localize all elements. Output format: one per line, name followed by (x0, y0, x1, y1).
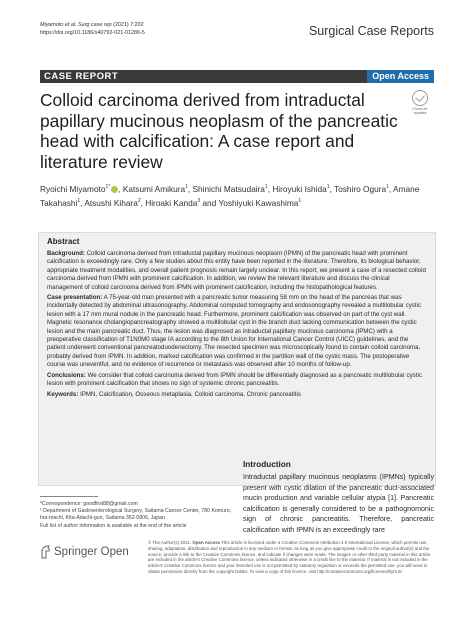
author-affiliation: 1 (77, 198, 81, 205)
keywords-label: Keywords: (47, 390, 79, 398)
keywords-text: IPMN, Calcification, Osseous metaplasia, Colloid carcinoma, Chronic pancreatitis (80, 390, 301, 398)
license-open-access-label: Open Access (192, 540, 221, 545)
citation-header (40, 22, 145, 37)
footnotes (40, 501, 235, 530)
open-access-badge: Open Access (367, 70, 434, 83)
correspondence-note: *Correspondence: goodfirst88@gmail.com (40, 501, 138, 507)
orcid-icon[interactable] (111, 186, 118, 193)
abstract-box (38, 232, 436, 486)
license-copyright: © The Author(s) 2021. (148, 540, 192, 545)
article-type-band (40, 70, 434, 83)
publisher-logo-text: Springer Open (54, 546, 129, 558)
author-name[interactable]: Shinichi Matsudaira (192, 183, 265, 194)
author-name[interactable]: Amane Takahashi (40, 183, 420, 209)
footnote-divider (40, 496, 98, 497)
author-affiliation: 3 (197, 198, 201, 205)
abstract-keywords (47, 391, 427, 399)
abstract-conclusions (47, 372, 427, 389)
journal-name: Surgical Case Reports (308, 24, 434, 38)
abstract-case-presentation (47, 294, 427, 370)
check-for-updates-button[interactable] (406, 90, 434, 115)
author-name[interactable]: Katsumi Amikura (122, 183, 186, 194)
author-affiliation: 1 (326, 184, 330, 190)
author-affiliation: 1 (185, 184, 188, 190)
author-affiliation: 1 (298, 198, 302, 205)
check-updates-label: Check for updates (412, 107, 428, 115)
author-info-note: Full list of author information is available at the end of the article (40, 522, 187, 529)
author-name[interactable]: Hiroaki Kanda (145, 198, 198, 209)
abstract-background (47, 250, 427, 292)
author-affiliation: 1* (105, 184, 111, 190)
case-presentation-text: A 75-year-old man presented with a pancreatic tumor measuring 58 mm on the head of the pancreas that was incidentally detected by abdominal ultrasonography. Abdominal computed tomography and endosonography revealed a multilobular cystic lesion with a 17 mm mural nodule in the pancreatic head. Furthermore, prominent calcification was observed on part of the cyst wall. Magnetic resonance cholangiopancreatography showed a multilobular cyst in the branch duct lacking communication between the cystic lesion and the main pancreatic duct. Thus, the lesion was diagnosed as intraductal papillary mucinous carcinoma (IPMC) with a preoperative classification of T1N0M0 stage IA according to the 8th Union for International Cancer Control (UICC) guidelines, and the patient underwent conventional pancreatoduodenectomy. The resected specimen was microscopically found to contain colloid carcinoma, probably derived from IPMN. In addition, marked calcification was confirmed in the partition wall of the cystic mass. The postoperative course was uneventful, and no evidence of recurrence or metastasis was observed after 10 months of follow-up. (47, 294, 422, 369)
author-name[interactable]: Atsushi Kihara (84, 198, 138, 209)
license-text-block (148, 540, 436, 575)
author-name[interactable]: Hiroyuki Ishida (272, 183, 327, 194)
affiliation-note: ¹ Department of Gastroenterological Surgery, Saitama Cancer Center, 780 Komuro, Ina-machi, Kita-Adachi-gun, Saitama 362-0806, Japan (40, 508, 232, 522)
author-name[interactable]: Ryoichi Miyamoto (40, 183, 106, 194)
case-presentation-label: Case presentation: (47, 294, 103, 302)
introduction-heading: Introduction (243, 460, 291, 469)
citation-year: (2021) 7:202 (113, 22, 144, 28)
article-type-label: CASE REPORT (44, 71, 119, 82)
article-title: Colloid carcinoma derived from intraductal papillary mucinous neoplasm of the pancreatic head with calcification: A case report and literature review (40, 90, 398, 172)
citation-authors: Miyamoto et al. Surg case rep (40, 22, 112, 28)
author-list: Ryoichi Miyamoto$^{1*}$ , Katsumi Amikura$^1$, Shinichi Matsudaira$^1$, Hiroyuki Ishida$^1$, Toshiro Ogura$^1$, Amane Takahashi$^1$, Atsushi Kihara$^2$, Hiroaki Kanda$^3$ and Yoshiyuki Kawashima$^1$ (40, 183, 420, 209)
author-affiliation: 1 (264, 184, 268, 190)
conclusions-text: We consider that colloid carcinoma derived from IPMN should be differentially diagnosed as a pancreatic multilobular cystic lesion with prominent calcification that shows no sign of systemic chronic pancreatitis. (47, 371, 422, 388)
conclusions-label: Conclusions: (47, 371, 86, 379)
author-name[interactable]: Toshiro Ogura (333, 183, 387, 194)
license-body: This article is licensed under a Creative Commons Attribution 4.0 International License, which permits use, sharing, adaptation, distribution and reproduction in any medium or format, as long as you give appropriate credit to the original author(s) and the source, provide a link to the Creative Commons licence, and indicate if changes were made. The images or other third party material in this article are included in the article's Creative Commons licence, unless indicated otherwise in a credit line to the material. If material is not included in the article's Creative Commons licence and your intended use is not permitted by statutory regulation or exceeds the permitted use, you will need to obtain permission directly from the copyright holder. To view a copy of this licence, visit http://creativecommons.org/licenses/by/4.0/. (148, 540, 431, 574)
springer-horse-icon (40, 545, 51, 559)
author-affiliation: 2 (137, 198, 141, 205)
doi-link[interactable]: https://doi.org/10.1186/s40792-021-01286-5 (40, 29, 145, 36)
author-affiliation: 1 (386, 184, 389, 190)
check-updates-icon (412, 90, 428, 106)
abstract-heading: Abstract (47, 237, 80, 246)
background-label: Background: (47, 250, 85, 257)
introduction-text: Intraductal papillary mucinous neoplasms (IPMNs) typically present with cystic dilation of the pancreatic duct-associated mucin production and variable cellular atypia [1]. Pancreatic calcification is generally considered to be a pathognomonic sign of chronic pancreatitis. Therefore, pancreatic calcification with IPMN is an exceedingly rare (243, 473, 434, 534)
background-text: Colloid carcinoma derived from intraductal papillary mucinous neoplasm (IPMN) of the pancreatic head with prominent calcification is exceedingly rare. Only a few studies about this entity have been reported in the literature. Therefore, its biological behavior, appropriate treatment modalities, and overall patient prognosis remain largely unclear. In this report, we present a case of a resected colloid carcinoma derived from IPMN with prominent calcification. In addition, we review the relevant literature and discuss the clinical management of colloid carcinoma derived from IPMN with prominent calcification, including the histopathological features. (47, 250, 426, 291)
author-name[interactable]: Yoshiyuki Kawashima (218, 198, 299, 209)
